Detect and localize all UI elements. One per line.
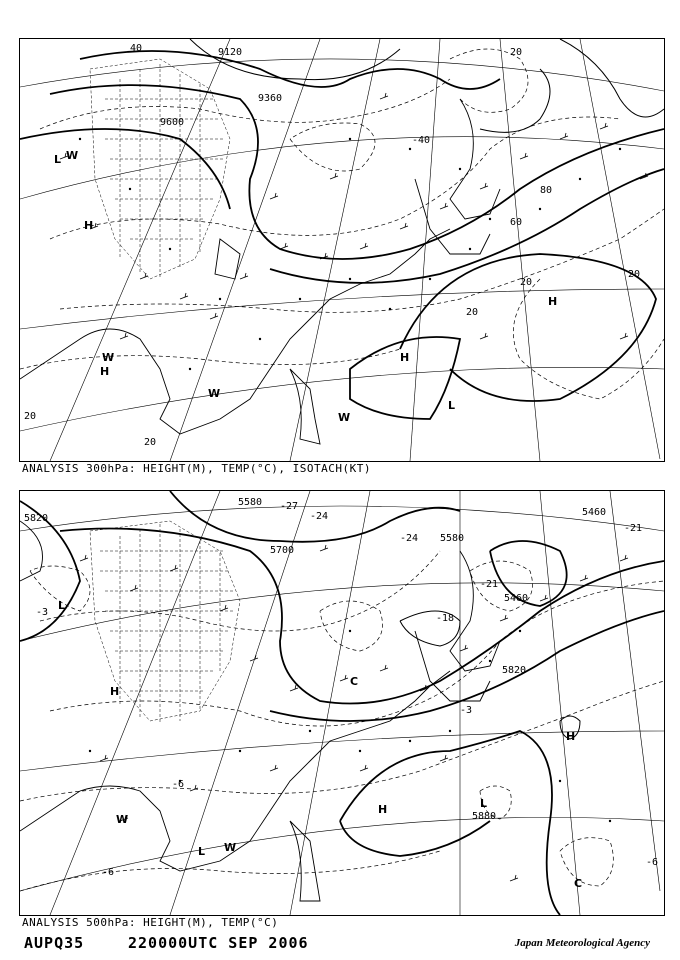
- isotherms: [20, 49, 664, 399]
- temp-label: -18: [436, 613, 455, 624]
- height-label: 9360: [258, 93, 283, 104]
- isotach-label: 80: [540, 185, 553, 196]
- pressure-systems-500: [58, 575, 582, 890]
- system-marker: L: [448, 399, 456, 412]
- temp-label: -21: [480, 579, 499, 590]
- system-marker: H: [566, 730, 576, 743]
- system-marker: W: [102, 351, 115, 364]
- temp-label: -27: [280, 501, 299, 512]
- height-contours: [20, 51, 664, 419]
- station-plots: [89, 630, 611, 822]
- isotach-label: 20: [510, 47, 523, 58]
- isotach-label: 60: [510, 217, 523, 228]
- temp-label: -3: [36, 607, 49, 618]
- system-marker: L: [58, 599, 66, 612]
- height-label: 5580: [440, 533, 465, 544]
- system-marker: L: [54, 153, 62, 166]
- system-marker: W: [338, 411, 351, 424]
- svg-text:20: 20: [24, 411, 37, 422]
- system-marker: H: [400, 351, 410, 364]
- system-marker: W: [224, 841, 237, 854]
- system-marker: H: [548, 295, 558, 308]
- system-marker: C: [350, 675, 359, 688]
- height-label: 5880: [472, 811, 497, 822]
- temp-label: -21: [624, 523, 643, 534]
- system-marker: H: [84, 219, 94, 232]
- wind-barbs: [80, 545, 628, 881]
- temp-label: -40: [412, 135, 431, 146]
- height-label: 5460: [582, 507, 607, 518]
- height-label: 9600: [160, 117, 185, 128]
- system-marker: H: [110, 685, 120, 698]
- wind-barbs: [60, 93, 648, 339]
- height-label: 5580: [238, 497, 263, 508]
- height-label: 5820: [24, 513, 49, 524]
- map-500hpa: [20, 491, 664, 915]
- system-marker: W: [66, 149, 79, 162]
- height-label: 5460: [504, 593, 529, 604]
- chart-id: AUPQ35: [24, 934, 85, 952]
- svg-text:20: 20: [466, 307, 479, 318]
- temp-label: -24: [400, 533, 419, 544]
- height-label: 9120: [218, 47, 243, 58]
- height-contours: [20, 491, 664, 915]
- system-marker: H: [100, 365, 110, 378]
- chart-panel-300hpa: [19, 38, 665, 462]
- isotach-label: 40: [130, 43, 143, 54]
- height-label: 5820: [502, 665, 527, 676]
- valid-time: 220000UTC SEP 2006: [128, 934, 309, 952]
- system-marker: C: [574, 877, 583, 890]
- temp-label: -6: [172, 779, 185, 790]
- system-marker: W: [208, 387, 221, 400]
- agency-credit: Japan Meteorological Agency: [514, 937, 650, 949]
- map-300hpa: [20, 39, 664, 461]
- temp-label: -24: [310, 511, 329, 522]
- system-marker: W: [116, 813, 129, 826]
- temp-label: -3: [460, 705, 473, 716]
- secondary-contours: [190, 39, 664, 132]
- system-marker: L: [198, 845, 206, 858]
- system-marker: H: [378, 803, 388, 816]
- graticule: [20, 39, 664, 461]
- svg-text:20: 20: [628, 269, 641, 280]
- svg-text:20: 20: [520, 277, 533, 288]
- panel-caption-300hpa: ANALYSIS 300hPa: HEIGHT(M), TEMP(°C), ISOTACH(KT): [22, 462, 372, 475]
- system-marker: L: [480, 797, 488, 810]
- svg-text:20: 20: [144, 437, 157, 448]
- temp-label: -6: [646, 857, 659, 868]
- panel-caption-500hpa: ANALYSIS 500hPa: HEIGHT(M), TEMP(°C): [22, 916, 279, 929]
- chart-panel-500hpa: [19, 490, 665, 916]
- height-label: 5700: [270, 545, 295, 556]
- temp-label: -6: [102, 867, 115, 878]
